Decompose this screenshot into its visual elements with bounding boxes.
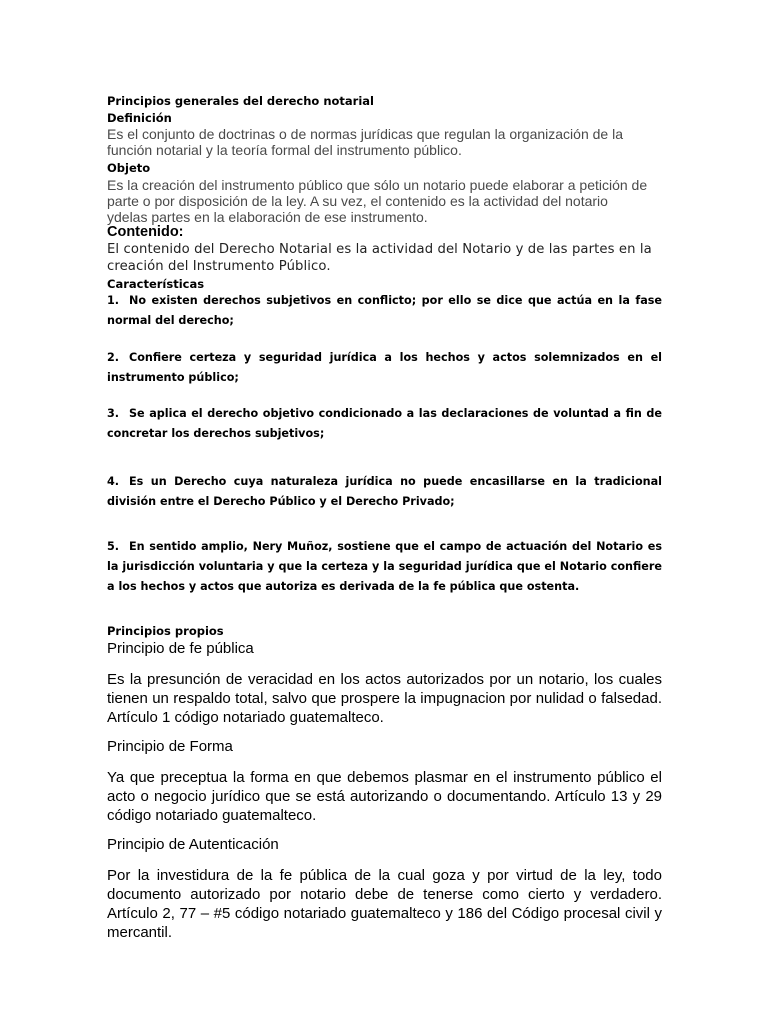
caracteristica-item	[107, 404, 662, 444]
caracteristica-item	[107, 537, 662, 597]
contenido-text: El contenido del Derecho Notarial es la actividad del Notario y de las partes en la creación del Instrumento Público.	[107, 242, 652, 274]
item-text: Se aplica el derecho objetivo condicionado a las declaraciones de voluntad a fin de concretar los derechos subjetivos;	[107, 407, 662, 440]
item-text: Confiere certeza y seguridad jurídica a los hechos y actos solemnizados en el instrumento público;	[107, 351, 662, 384]
item-text: No existen derechos subjetivos en conflicto; por ello se dice que actúa en la fase normal del derecho;	[107, 294, 662, 327]
principios-propios-heading: Principios propios	[107, 624, 224, 638]
document-title: Principios generales del derecho notarial	[107, 94, 374, 108]
objeto-heading: Objeto	[107, 161, 151, 175]
caracteristica-item	[107, 348, 662, 388]
item-text: Es un Derecho cuya naturaleza jurídica no puede encasillarse en la tradicional división entre el Derecho Público y el Derecho Privado;	[107, 475, 662, 508]
objeto-text: Es la creación del instrumento público que sólo un notario puede elaborar a petición de parte o por disposición de la ley. A su vez, el contenido es la actividad del notario ydelas partes en la elaboración de ese instrumento.	[107, 177, 648, 225]
item-number: 2.	[107, 351, 120, 364]
caracteristica-item	[107, 472, 662, 512]
item-number: 4.	[107, 475, 120, 488]
principio-heading: Principio de Forma	[107, 738, 233, 755]
caracteristicas-heading: Características	[107, 277, 205, 291]
definicion-heading: Definición	[107, 111, 172, 125]
caracteristica-item	[107, 291, 662, 331]
item-number: 5.	[107, 540, 120, 553]
principio-text: Es la presunción de veracidad en los actos autorizados por un notario, los cuales tienen un respaldo total, salvo que prospere la impugnacion por nulidad o falsedad. Artículo 1 código notariado guatemalteco.	[107, 671, 662, 726]
item-number: 1.	[107, 294, 120, 307]
principio-text: Ya que preceptua la forma en que debemos plasmar en el instrumento público el acto o negocio jurídico que se está autorizando o documentando. Artículo 13 y 29 código notariado guatemalteco.	[107, 769, 662, 824]
principio-heading: Principio de fe pública	[107, 640, 254, 657]
contenido-heading: Contenido:	[107, 224, 184, 240]
item-text: En sentido amplio, Nery Muñoz, sostiene que el campo de actuación del Notario es la jurisdicción voluntaria y que la certeza y la seguridad jurídica que el Notario confiere a los hechos y actos que autoriza es derivada de la fe pública que ostenta.	[107, 540, 662, 593]
item-number: 3.	[107, 407, 120, 420]
principio-text: Por la investidura de la fe pública de la cual goza y por virtud de la ley, todo documento autorizado por notario debe de tenerse como cierto y verdadero. Artículo 2, 77 – #5 código notariado guatemalteco y 186 del Código procesal civil y mercantil.	[107, 867, 662, 941]
principio-heading: Principio de Autenticación	[107, 836, 279, 853]
definicion-text: Es el conjunto de doctrinas o de normas jurídicas que regulan la organización de la función notarial y la teoría formal del instrumento público.	[107, 126, 623, 158]
